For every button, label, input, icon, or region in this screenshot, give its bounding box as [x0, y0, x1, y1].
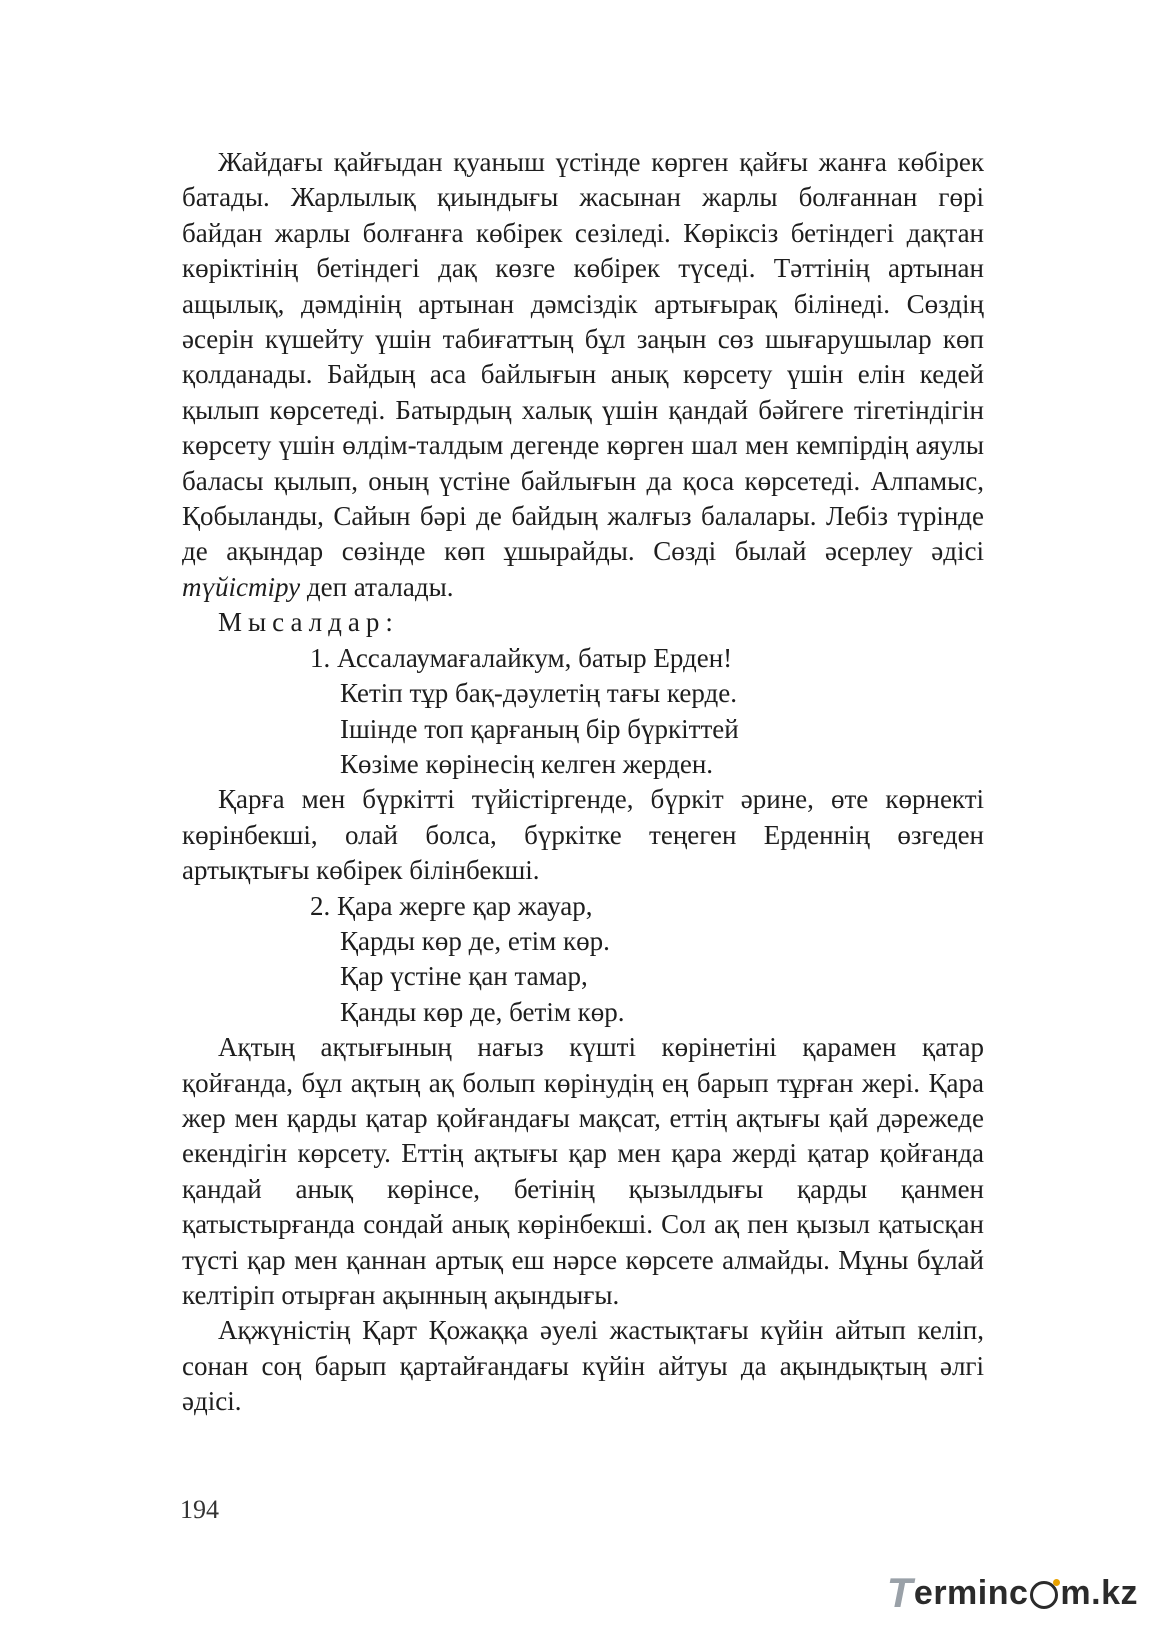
poem-1-line-1-text: Ассалаумағалайкум, батыр Ерден! [337, 642, 733, 673]
poem-2-line-1-text: Қара жерге қар жауар, [337, 890, 593, 921]
paragraph-1-end: деп аталады. [300, 571, 454, 602]
paragraph-1-text: Жайдағы қайғыдан қуаныш үстінде көрген қайғы жанға көбірек батады. Жарлылық қиындығы жасынан жарлы болғаннан гөрі байдан жарлы болғанға көбірек сезіледі. Көріксіз бетіндегі дақтан көріктінің бетіндегі дақ көзге көбірек түседі. Тәттінің артынан ащылық, дәмдінің артынан дәмсіздік артығырақ білінеді. Сөздің әсерін күшейту үшін табиғаттың бұл заңын сөз шығарушылар көп қолданады. Байдың аса байлығын анық көрсету үшін елін кедей қылып көрсетеді. Батырдың халық үшін қандай бәйгеге тігетіндігін көрсету үшін өлдім-талдым дегенде көрген шал мен кемпірдің аяулы баласы қылып, оның үстіне байлығын да қоса көрсетеді. Алпамыс, Қобыланды, Сайын бәрі де байдың жалғыз балалары. Лебіз түрінде де ақындар сөзінде көп ұшырайды. Сөзді былай әсерлеу әдісі [182, 147, 984, 567]
logo-text-part2: m.kz [1060, 1573, 1138, 1612]
poem-1-line-2: Кетіп тұр бақ-дәулетің тағы керде. [340, 678, 737, 709]
logo-text-part1: erminc [913, 1573, 1029, 1612]
termincom-logo [887, 1569, 1138, 1617]
poem-2-line-2: Қарды көр де, етім көр. [340, 925, 610, 956]
logo-t-letter: T [886, 1569, 913, 1616]
poem-1-number: 1. [310, 642, 331, 673]
poem-2-line-4: Қанды көр де, бетім көр. [340, 996, 625, 1027]
poem-2-line-3: Қар үстіне қан тамар, [340, 961, 588, 992]
poem-1-line-1 [310, 641, 984, 676]
term-tuyistiru: түйістіру [182, 571, 301, 602]
poem-2-line-1 [310, 889, 984, 924]
poem-2-number: 2. [310, 890, 331, 921]
paragraph-1 [182, 145, 984, 605]
page-number: 194 [180, 1495, 219, 1524]
poem-1-line-4: Көзіме көрінесің келген жерден. [340, 748, 714, 779]
logo-o-icon [1030, 1581, 1058, 1609]
examples-label: Мысалдар: [218, 607, 399, 638]
paragraph-3: Ақтың ақтығының нағыз күшті көрінетіні қарамен қатар қойғанда, бұл ақтың ақ болып көрінудің ең барып тұрған жері. Қара жер мен қарды қатар қойғандағы мақсат, еттің ақтығы қай дәрежеде екендігін көрсету. Еттің ақтығы қар мен қара жерді қатар қойғанда қандай анық көрінсе, бетінің қызылдығы қарды қанмен қатыстырғанда сондай анық көрінбекші. Сол ақ пен қызыл қатысқан түсті қар мен қаннан артық еш нәрсе көрсете алмайды. Мұны бұлай келтіріп отырған ақынның ақындығы. [182, 1032, 984, 1310]
page-text [182, 145, 984, 1420]
poem-2 [182, 889, 984, 1031]
paragraph-4: Ақжүністің Қарт Қожаққа әуелі жастықтағы күйін айтып келіп, сонан соң барып қартайғандағы күйін айтуы да ақындықтың әлгі әдісі. [182, 1315, 984, 1417]
paragraph-2: Қарға мен бүркітті түйістіргенде, бүркіт әрине, өте көрнекті көрінбекші, олай болса, бүркітке теңеген Ерденнің өзгеден артықтығы көбірек білінбекші. [182, 784, 984, 886]
poem-1 [182, 641, 984, 783]
poem-1-line-3: Ішінде топ қарғаның бір бүркіттей [340, 713, 739, 744]
